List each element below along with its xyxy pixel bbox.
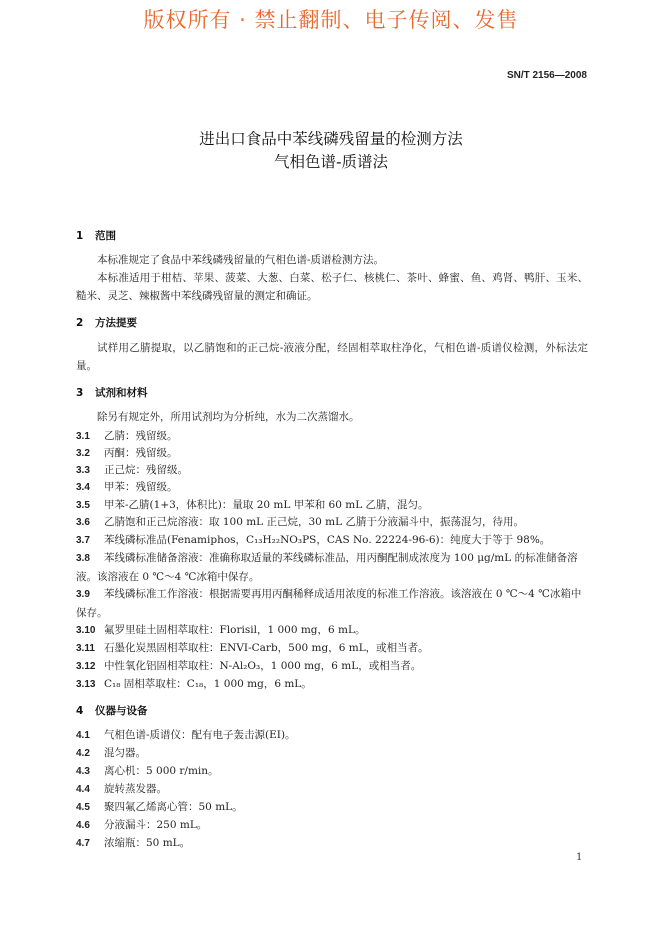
instrument-item xyxy=(76,816,588,835)
document-title: 进出口食品中苯线磷残留量的检测方法 xyxy=(199,130,463,148)
item-text: C₁₈ 固相萃取柱：C₁₈，1 000 mg，6 mL。 xyxy=(104,678,312,690)
item-number: 3.6 xyxy=(76,517,90,528)
item-text: 正己烷：残留级。 xyxy=(104,464,188,476)
item-number: 3.1 xyxy=(76,431,90,442)
item-number: 3.10 xyxy=(76,625,96,636)
reagent-item xyxy=(76,549,588,586)
item-number: 4.2 xyxy=(76,748,90,759)
paragraph-method: 试样用乙腈提取，以乙腈饱和的正己烷-液液分配，经固相萃取柱净化，气相色谱-质谱仪检测，外标法定量。 xyxy=(76,342,588,372)
item-text: 分液漏斗：250 mL。 xyxy=(104,819,208,831)
instrument-item xyxy=(76,780,588,799)
instrument-item xyxy=(76,744,588,763)
item-number: 3.12 xyxy=(76,661,96,672)
item-number: 3.9 xyxy=(76,589,90,600)
item-text: 丙酮：残留级。 xyxy=(104,447,178,459)
instrument-item xyxy=(76,762,588,781)
section-number: 1 xyxy=(76,230,84,242)
reagent-item xyxy=(76,531,588,550)
item-number: 4.7 xyxy=(76,838,90,849)
item-number: 4.5 xyxy=(76,802,90,813)
item-text: 甲苯-乙腈(1+3，体积比)：量取 20 mL 甲苯和 60 mL 乙腈，混匀。 xyxy=(104,499,429,511)
item-text: 离心机：5 000 r/min。 xyxy=(104,765,219,777)
paragraph-scope-1: 本标准规定了食品中苯线磷残留量的气相色谱-质谱检测方法。 xyxy=(97,254,385,266)
section-title: 方法提要 xyxy=(95,317,137,329)
reagent-item xyxy=(76,513,588,532)
item-number: 3.7 xyxy=(76,535,90,546)
item-text: 苯线磷标准品(Fenamiphos，C₁₃H₂₂NO₃PS，CAS No. 22224-96-6)：纯度大于等于 98%。 xyxy=(104,534,551,546)
item-number: 3.8 xyxy=(76,553,90,564)
instrument-item xyxy=(76,834,588,853)
standard-code: SN/T 2156—2008 xyxy=(506,70,587,81)
item-text: 浓缩瓶：50 mL。 xyxy=(104,837,191,849)
item-text: 苯线磷标准储备溶液：准确称取适量的苯线磷标准品，用丙酮配制成浓度为 100 μg/mL 的标准储备溶液。该溶液在 0 ℃～4 ℃冰箱中保存。 xyxy=(76,552,578,583)
item-text: 乙腈：残留级。 xyxy=(104,430,178,442)
section-title: 仪器与设备 xyxy=(95,705,148,717)
reagent-item xyxy=(76,639,588,658)
item-number: 3.3 xyxy=(76,465,90,476)
item-number: 4.3 xyxy=(76,766,90,777)
section-number: 2 xyxy=(76,317,84,329)
item-text: 氟罗里硅土固相萃取柱：Florisil，1 000 mg，6 mL。 xyxy=(104,624,366,636)
paragraph-reagents-intro: 除另有规定外，所用试剂均为分析纯，水为二次蒸馏水。 xyxy=(97,411,360,423)
paragraph-scope-2: 本标准适用于柑桔、苹果、菠菜、大葱、白菜、松子仁、核桃仁、茶叶、蜂蜜、鱼、鸡肾、鸭肝、玉米、糙米、灵芝、辣椒酱中苯线磷残留量的测定和确证。 xyxy=(76,272,588,302)
item-text: 乙腈饱和正己烷溶液：取 100 mL 正己烷，30 mL 乙腈于分液漏斗中，振荡混匀，待用。 xyxy=(104,516,524,528)
item-number: 4.4 xyxy=(76,784,90,795)
item-number: 4.1 xyxy=(76,730,90,741)
item-text: 旋转蒸发器。 xyxy=(104,783,167,795)
section-heading-scope xyxy=(76,228,116,243)
section-heading-instruments xyxy=(76,703,148,718)
item-number: 3.5 xyxy=(76,500,90,511)
reagent-item xyxy=(76,478,588,497)
section-title: 试剂和材料 xyxy=(95,387,148,399)
section-heading-reagents xyxy=(76,385,148,400)
item-text: 苯线磷标准工作溶液：根据需要再用丙酮稀释成适用浓度的标准工作溶液。该溶液在 0 ℃～4 ℃冰箱中保存。 xyxy=(76,588,582,619)
instrument-item xyxy=(76,726,588,745)
document-subtitle: 气相色谱-质谱法 xyxy=(273,153,389,171)
item-text: 甲苯：残留级。 xyxy=(104,481,178,493)
section-heading-method xyxy=(76,315,137,330)
item-text: 中性氧化铝固相萃取柱：N-Al₂O₃，1 000 mg，6 mL，或相当者。 xyxy=(104,660,422,672)
instrument-item xyxy=(76,798,588,817)
item-number: 3.2 xyxy=(76,448,90,459)
reagent-item xyxy=(76,621,588,640)
reagent-item xyxy=(76,585,588,622)
item-text: 混匀器。 xyxy=(104,747,146,759)
section-title: 范围 xyxy=(95,230,116,242)
copyright-banner: 版权所有 · 禁止翻制、电子传阅、发售 xyxy=(143,8,519,32)
section-number: 3 xyxy=(76,387,84,399)
reagent-item xyxy=(76,657,588,676)
item-number: 3.11 xyxy=(76,643,95,654)
reagent-item xyxy=(76,675,588,694)
item-number: 3.4 xyxy=(76,482,90,493)
section-number: 4 xyxy=(76,705,84,717)
item-text: 石墨化炭黑固相萃取柱：ENVI-Carb，500 mg，6 mL，或相当者。 xyxy=(104,642,429,654)
item-text: 气相色谱-质谱仪：配有电子轰击源(EI)。 xyxy=(104,729,296,741)
item-number: 4.6 xyxy=(76,820,90,831)
page-number: 1 xyxy=(576,852,583,863)
item-number: 3.13 xyxy=(76,679,96,690)
item-text: 聚四氟乙烯离心管：50 mL。 xyxy=(104,801,243,813)
